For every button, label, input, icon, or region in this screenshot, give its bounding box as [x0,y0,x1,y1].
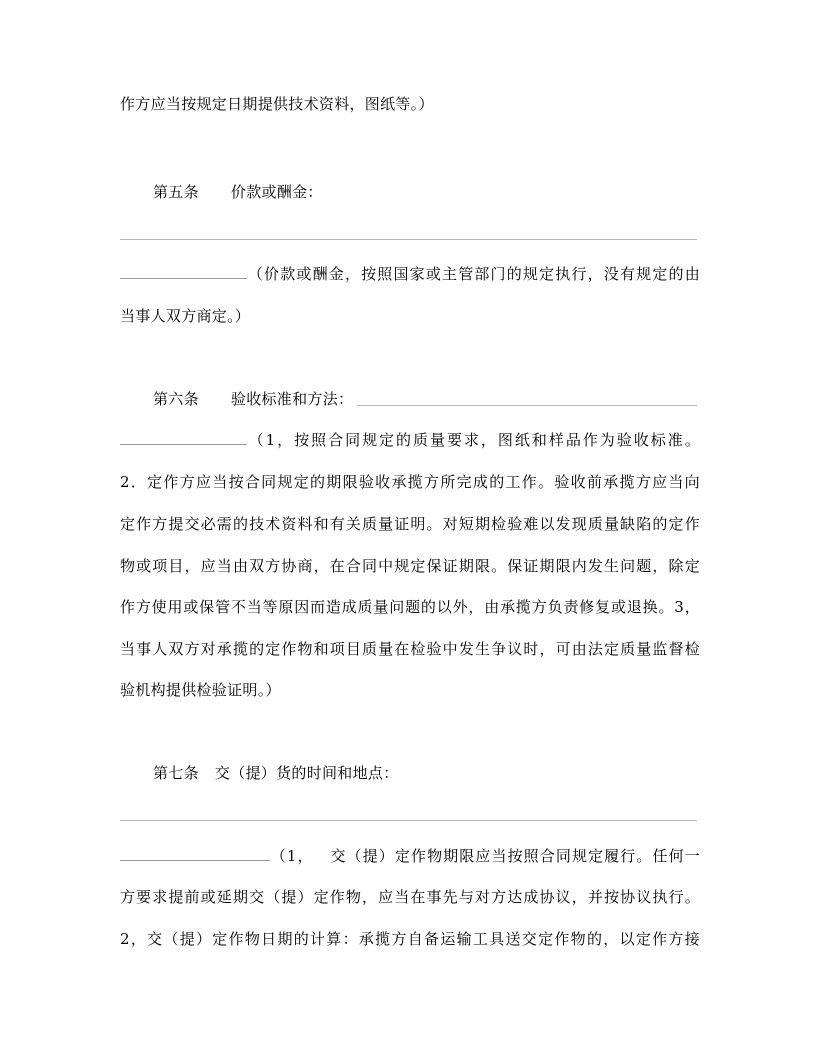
article-6-line: 当事人双方对承揽的定作物和项目质量在检验中发生争议时，可由法定质量监督检 [120,640,700,658]
article-7-line: 方要求提前或延期交（提）定作物，应当在事先与对方达成协议，并按协议执行。 [120,888,700,906]
fill-in-blank-line [120,820,697,821]
article-6-title: 验收标准和方法： [230,390,354,408]
article-5-line: 当事人双方商定。） [120,307,251,325]
article-6-line: 作方使用或保管不当等原因而造成质量问题的以外，由承揽方负责修复或退换。3， [120,598,700,616]
article-5-title: 价款或酬金： [230,183,323,201]
article-7-line: 2，交（提）定作物日期的计算：承揽方自备运输工具送交定作物的，以定作方接 [120,930,700,948]
article-6-line: 验机构提供检验证明。） [120,681,281,699]
paragraph-line: 作方应当按规定日期提供技术资料，图纸等。） [120,95,434,113]
fill-in-blank-line [357,405,697,406]
article-6-line: 定作方提交必需的技术资料和有关质量证明。对短期检验难以发现质量缺陷的定作 [120,515,700,533]
article-6-line: 物或项目，应当由双方协商，在合同中规定保证期限。保证期限内发生问题，除定 [120,557,700,575]
article-5-heading [153,182,733,202]
article-6-line: 2．定作方应当按合同规定的期限验收承揽方所完成的工作。验收前承揽方应当向 [120,473,700,491]
fill-in-blank-line [120,239,697,240]
fill-in-blank [120,430,247,445]
fill-in-blank [120,264,247,279]
article-6-number: 第六条 [153,390,199,408]
article-6-heading [153,389,733,409]
article-7-heading [153,763,733,783]
article-7-title: 交（提）货的时间和地点： [214,764,399,782]
article-7-line: （1， 交（提）定作物期限应当按照合同规定履行。任何一 [120,846,700,866]
article-7-number: 第七条 [153,764,199,782]
fill-in-blank [120,846,270,861]
article-5-number: 第五条 [153,183,199,201]
article-6-line: （1，按照合同规定的质量要求，图纸和样品作为验收标准。 [120,430,700,450]
article-5-line: （价款或酬金，按照国家或主管部门的规定执行，没有规定的由 [120,264,700,284]
